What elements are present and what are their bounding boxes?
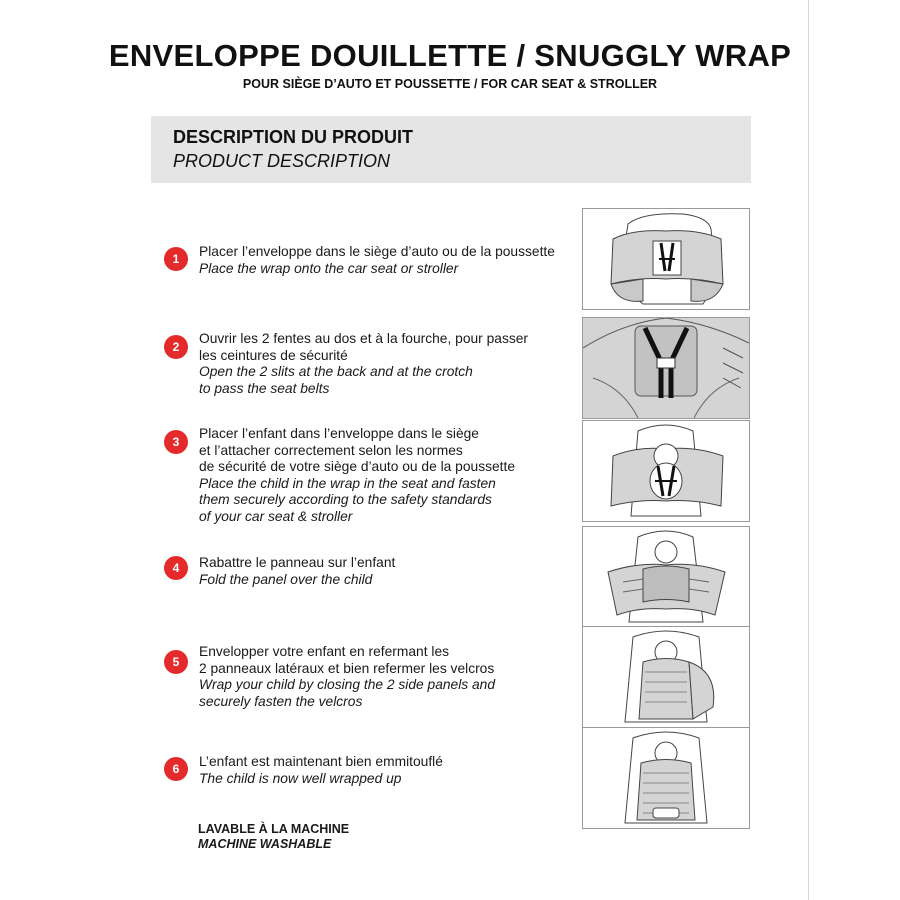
step-number-badge: 6 <box>164 757 188 781</box>
step-instruction-en: Open the 2 slits at the back and at the crotch to pass the seat belts <box>199 364 473 396</box>
step-number-badge: 1 <box>164 247 188 271</box>
step-instruction-fr: Placer l’enveloppe dans le siège d’auto ou de la poussette <box>199 244 555 259</box>
step-text <box>199 754 579 787</box>
section-title-fr: DESCRIPTION DU PRODUIT <box>173 127 414 147</box>
step-number-badge: 2 <box>164 335 188 359</box>
step-4-illustration <box>582 526 750 628</box>
step-6-illustration <box>582 727 750 829</box>
step-instruction-fr: Envelopper votre enfant en refermant les 2 panneaux latéraux et bien refermer les velcros <box>199 644 495 676</box>
step-number-badge: 4 <box>164 556 188 580</box>
step-text <box>199 644 579 710</box>
step-text <box>199 244 579 277</box>
step-3-illustration <box>582 420 750 522</box>
care-label-en: MACHINE WASHABLE <box>198 837 332 851</box>
step-instruction-fr: L’enfant est maintenant bien emmitouflé <box>199 754 443 769</box>
care-label-fr: LAVABLE À LA MACHINE <box>198 822 350 836</box>
step-instruction-fr: Placer l’enfant dans l’enveloppe dans le siège et l’attacher correctement selon les normes de sécurité de votre siège d’auto ou de la poussette <box>199 426 516 474</box>
step-5-illustration <box>582 626 750 728</box>
section-title-en: PRODUCT DESCRIPTION <box>173 151 391 171</box>
step-text <box>199 555 579 588</box>
section-header <box>151 116 751 183</box>
step-number-badge: 3 <box>164 430 188 454</box>
step-text <box>199 426 579 525</box>
step-instruction-en: Place the child in the wrap in the seat and fasten them securely according to the safety standards of your car seat & stroller <box>199 475 496 524</box>
step-instruction-en: Wrap your child by closing the 2 side panels and securely fasten the velcros <box>199 677 496 709</box>
page-title: ENVELOPPE DOUILLETTE / SNUGGLY WRAP <box>108 38 792 73</box>
step-instruction-fr: Rabattre le panneau sur l’enfant <box>199 555 396 570</box>
page-edge-line <box>808 0 809 900</box>
step-2-illustration <box>582 317 750 419</box>
step-1-illustration <box>582 208 750 310</box>
step-text <box>199 331 579 397</box>
page-subtitle: POUR SIÈGE D’AUTO ET POUSSETTE / FOR CAR SEAT & STROLLER <box>242 77 658 91</box>
step-instruction-en: The child is now well wrapped up <box>199 770 402 786</box>
step-number-badge: 5 <box>164 650 188 674</box>
step-instruction-fr: Ouvrir les 2 fentes au dos et à la fourche, pour passer les ceintures de sécurité <box>199 331 529 363</box>
step-instruction-en: Fold the panel over the child <box>199 571 373 587</box>
step-instruction-en: Place the wrap onto the car seat or stroller <box>199 260 459 276</box>
